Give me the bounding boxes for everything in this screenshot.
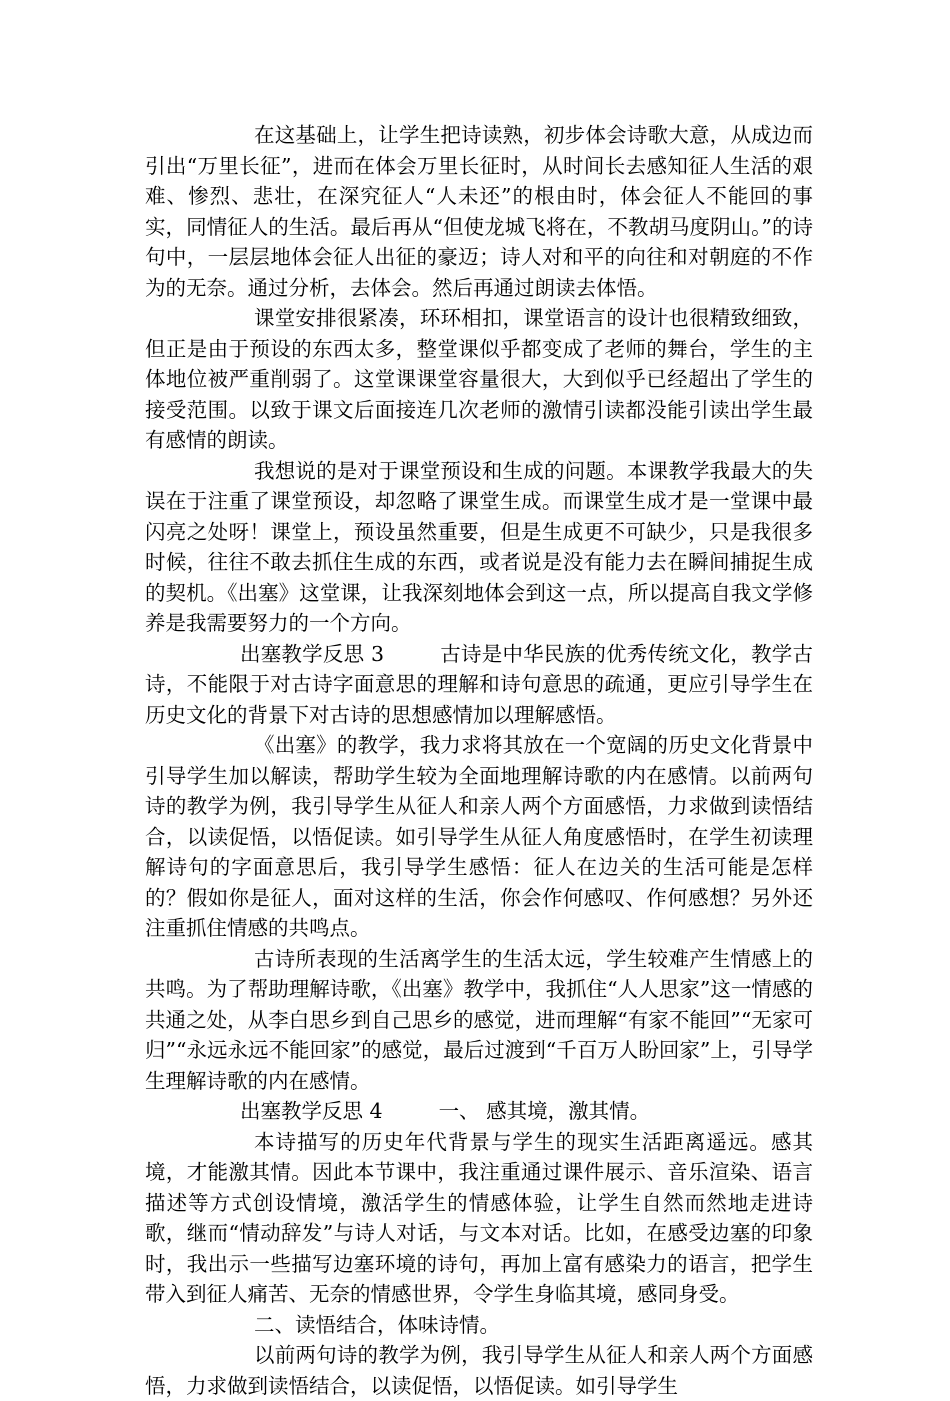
paragraph: 《出塞》的教学，我力求将其放在一个宽阔的历史文化背景中引导学生加以解读，帮助学生较为全面地理解诗歌的内在感情。以前两句诗的教学为例，我引导学生从征人和亲人两个方面感悟，力求做到读悟结合，以读促悟，以悟促读。如引导学生从征人角度感悟时，在学生初读理解诗句的字面意思后，我引导学生感悟：征人在边关的生活可能是怎样的？假如你是征人，面对这样的生活，你会作何感叹、作何感想？另外还注重抓住情感的共鸣点。	[145, 733, 813, 940]
paragraph: 本诗描写的历史年代背景与学生的现实生活距离遥远。感其境，才能激其情。因此本节课中，我注重通过课件展示、音乐渲染、语言描述等方式创设情境，激活学生的情感体验，让学生自然而然地走进诗歌，继而“情动辞发”与诗人对话，与文本对话。比如，在感受边塞的印象时，我出示一些描写边塞环境的诗句，再加上富有感染力的语言，把学生带入到征人痛苦、无奈的情感世界，令学生身临其境，感同身受。	[145, 1129, 813, 1306]
paragraph: 我想说的是对于课堂预设和生成的问题。本课教学我最大的失误在于注重了课堂预设，却忽略了课堂生成。而课堂生成才是一堂课中最闪亮之处呀！课堂上，预设虽然重要，但是生成更不可缺少，只是我很多时候，往往不敢去抓住生成的东西，或者说是没有能力去在瞬间捕捉生成的契机。《出塞》这堂课，让我深刻地体会到这一点，所以提高自我文学修养是我需要努力的一个方向。	[145, 458, 813, 635]
section-heading-4: 出塞教学反思 4	[240, 1099, 383, 1123]
subheading: 二、读悟结合，体味诗情。	[254, 1312, 500, 1337]
document-body	[145, 120, 813, 1401]
section-3-paragraph	[145, 639, 813, 731]
section-3-intro: 古诗是中华民族的优秀传统文化，教学古诗，不能限于对古诗字面意思的理解和诗句意思的疏通，更应引导学生在历史文化的背景下对古诗的思想感情加以理解感悟。	[145, 641, 814, 727]
section-4-paragraph	[145, 1096, 813, 1127]
section-heading-3: 出塞教学反思 3	[240, 641, 385, 666]
paragraph: 古诗所表现的生活离学生的生活太远，学生较难产生情感上的共鸣。为了帮助理解诗歌，《出塞》教学中，我抓住“人人思家”这一情感的共通之处，从李白思乡到自己思乡的感觉，进而理解“有家不能回”“无家可归”“永远永远不能回家”的感觉，最后过渡到“千百万人盼回家”上，引导学生理解诗歌的内在感情。	[145, 946, 813, 1093]
section-4-subheading: 一、 感其境，激其情。	[438, 1099, 651, 1123]
paragraph: 以前两句诗的教学为例，我引导学生从征人和亲人两个方面感悟，力求做到读悟结合，以读促悟，以悟促读。如引导学生	[145, 1343, 813, 1398]
paragraph: 在这基础上，让学生把诗读熟，初步体会诗歌大意，从成边而引出“万里长征”，进而在体会万里长征时，从时间长去感知征人生活的艰难、惨烈、悲壮，在深究征人“人未还”的根由时，体会征人不能回的事实，同情征人的生活。最后再从“但使龙城飞将在，不教胡马度阴山。”的诗句中，一层层地体会征人出征的豪迈；诗人对和平的向往和对朝庭的不作为的无奈。通过分析，去体会。然后再通过朗读去体悟。	[145, 123, 813, 300]
paragraph: 课堂安排很紧凑，环环相扣，课堂语言的设计也很精致细致，但正是由于预设的东西太多，整堂课似乎都变成了老师的舞台，学生的主体地位被严重削弱了。这堂课课堂容量很大，大到似乎已经超出了学生的接受范围。以致于课文后面接连几次老师的激情引读都没能引读出学生最有感情的朗读。	[145, 306, 813, 452]
